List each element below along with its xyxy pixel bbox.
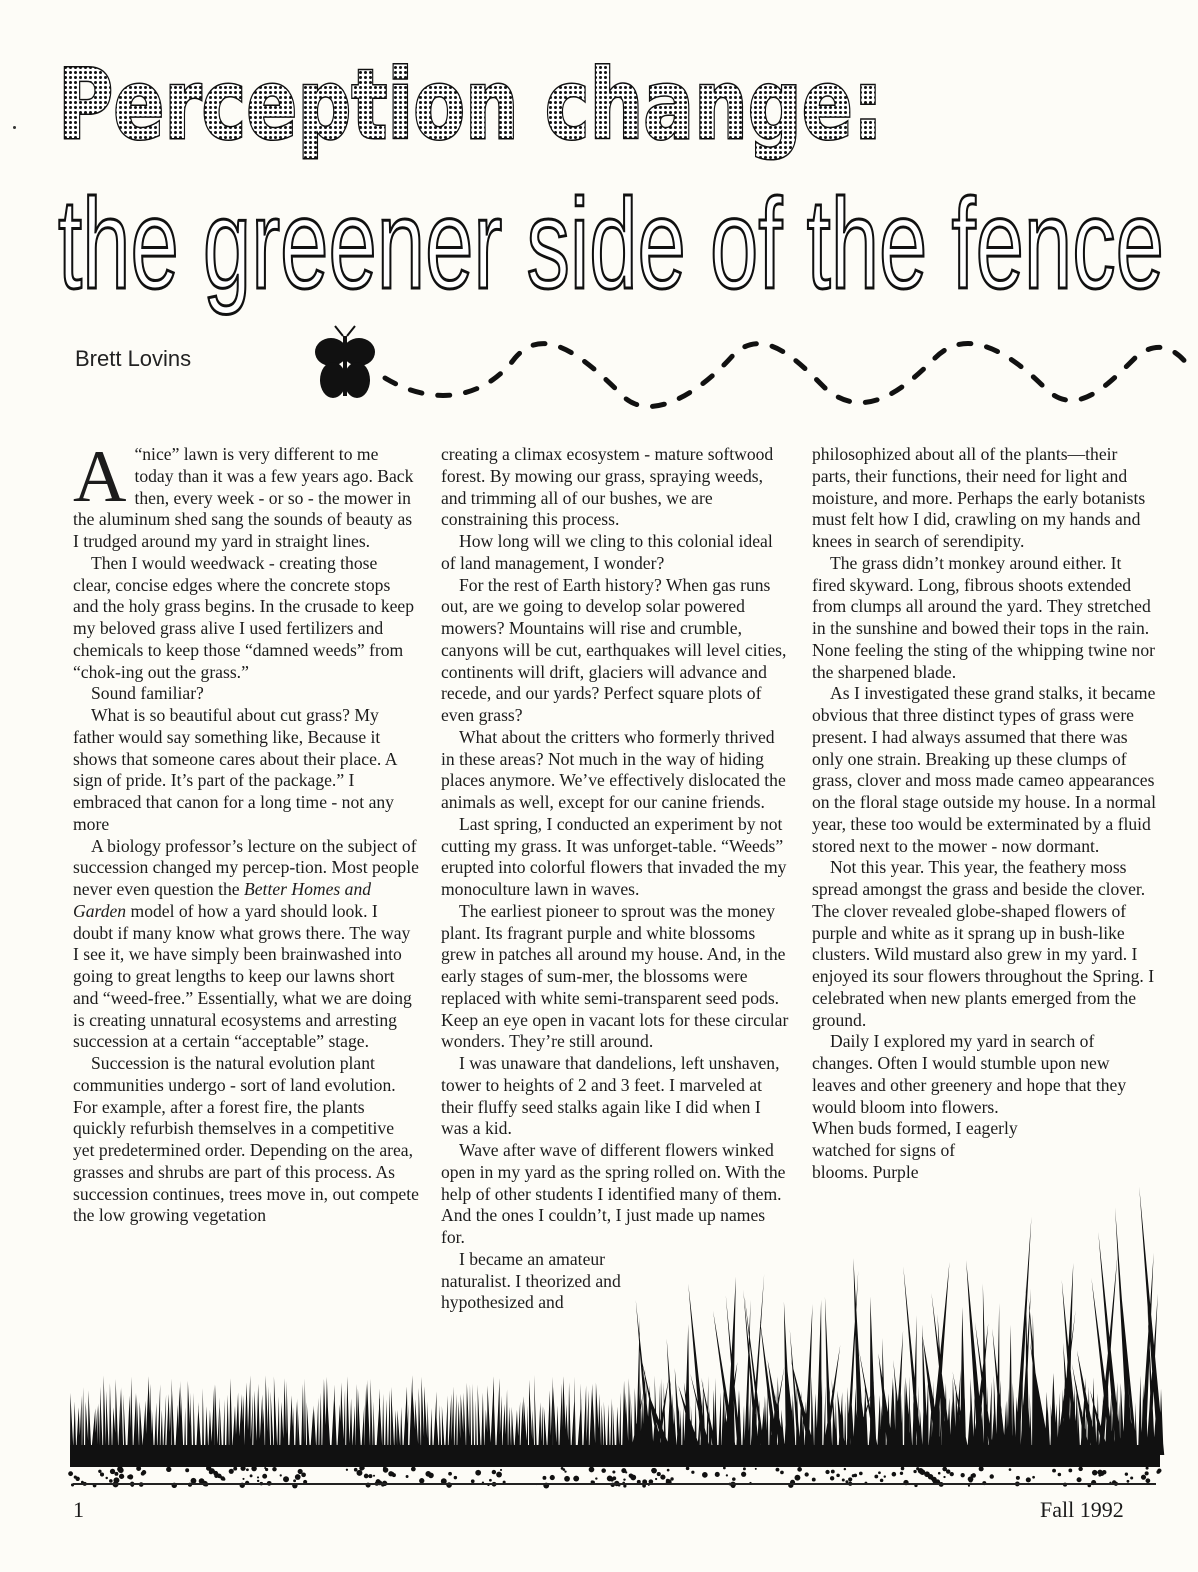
paragraph: Sound familiar? [91, 683, 204, 704]
paragraph: A biology professor’s lecture on the subject of succession changed my percep-tion. Most people never even question the Better Homes and Garden model of how a yard should look. I doubt if many know what grows there. The way I see it, we have simply been brainwashed into going to great lengths to keep our lawns short and “weed-free.” Essentially, what we are doing is creating unnatural ecosystems and arresting succession at a certain “acceptable” stage. [73, 835, 419, 1052]
paragraph: What about the critters who formerly thrived in these areas? Not much in the way of hiding places anymore. We’ve effectively dislocated the animals as well, except for our canine friends. [441, 726, 786, 812]
issue-date: Fall 1992 [1040, 1497, 1124, 1522]
title-line1 [58, 50, 888, 160]
author-byline: Brett Lovins [75, 346, 192, 371]
paragraph: What is so beautiful about cut grass? My father would say something like, Because it shows that someone cares about their place. A sign of pride. It’s part of the package.” I embraced that canon for a long time - not any more [73, 705, 397, 834]
title-line1-text: Perception change: [58, 49, 883, 161]
article-column-3 [812, 444, 1157, 1184]
paragraph: Succession is the natural evolution plant communities undergo - sort of land evolution. For example, after a forest fire, the plants quickly refurbish themselves in a competitive yet predetermined order. Depending on the area, grasses and shrubs are part of this process. As succession continues, trees move in, out compete the low growing vegetation [73, 1053, 419, 1226]
article-column-2 [441, 444, 789, 1314]
paragraph: watched for signs of [812, 1140, 956, 1160]
paragraph: Wave after wave of different flowers winked open in my yard as the spring rolled on. With the help of other students I identified many of them. And the ones I couldn’t, I just made up names for. [441, 1140, 786, 1247]
paragraph: As I investigated these grand stalks, it became obvious that three distinct types of grass were present. I had always assumed that there was only one strain. Breaking up these clumps of grass, clover and moss made cameo appearances on the floral stage outside my house. In a normal year, these too would be exterminated by a fluid stored next to the mower - now dormant. [812, 683, 1156, 856]
flight-path [385, 344, 1190, 407]
article-column-1 [73, 436, 419, 1227]
paragraph: The grass didn’t monkey around either. It fired skyward. Long, fibrous shoots extended from clumps all around the yard. They stretched in the sunshine and bowed their tops in the rain. None feeling the sting of the whipping twine nor the sharpened blade. [812, 552, 1156, 682]
paragraph: How long will we cling to this colonial ideal of land management, I wonder? [441, 531, 773, 573]
paragraph: A “nice” lawn is very different to me today than it was a few years ago. Back then, every week - or so - the mower in the aluminum shed sang the sounds of beauty as I trudged around my yard in straight lines. [73, 436, 414, 551]
paragraph: Daily I explored my yard in search of changes. Often I would stumble upon new leaves and other greenery and hope that they would bloom into flowers. [812, 1031, 1127, 1117]
paragraph: philosophized about all of the plants—their parts, their functions, their need for light and moisture, and more. Perhaps the early botanists must felt how I did, crawling on my hands and knees in search of serendipity. [812, 444, 1146, 551]
paragraph: I became an amateur naturalist. I theorized and hypothesized and [441, 1248, 621, 1313]
paragraph: Not this year. This year, the feathery moss spread amongst the grass and beside the clover. The clover revealed globe-shaped flowers of purple and white as it sprang up in bush-like clusters. Wild mustard also grew in my yard. I enjoyed its sour flowers throughout the Spring. I celebrated when new plants emerged from the ground. [812, 857, 1155, 1030]
drop-cap: A [73, 436, 127, 518]
grass-illustration [70, 1270, 1160, 1490]
paragraph: Last spring, I conducted an experiment by not cutting my grass. It was unforget-table. “Weeds” erupted into colorful flowers that invaded the my monoculture lawn in waves. [441, 813, 787, 899]
paragraph: For the rest of Earth history? When gas runs out, are we going to develop solar powered mowers? Mountains will rise and crumble, canyons will be cut, earthquakes will level cities, continents will drift, glaciers will advance and recede, and our yards? Perfect square plots of even grass? [441, 574, 787, 725]
title-line2-text: the greener side of the fence [58, 173, 1164, 316]
paragraph: I was unaware that dandelions, left unshaven, tower to heights of 2 and 3 feet. I marveled at their fluffy seed stalks again like I did when I was a kid. [441, 1053, 780, 1139]
butterfly-icon [315, 326, 375, 398]
butterfly-illustration [305, 328, 1190, 428]
paragraph: blooms. Purple [812, 1161, 919, 1182]
paragraph: When buds formed, I eagerly [812, 1118, 1018, 1139]
page-number: 1 [73, 1497, 84, 1522]
footer-rule [73, 1483, 1156, 1485]
magazine-title: Better Homes and Garden [73, 879, 372, 921]
paragraph: The earliest pioneer to sprout was the money plant. Its fragrant purple and white blossoms grew in patches all around my house. And, in the early stages of sum-mer, the blossoms were replaced with white semi-transparent seed pods. Keep an eye open in vacant lots for these circular wonders. They’re still around. [441, 900, 789, 1052]
title-line2 [56, 173, 1168, 333]
scan-speck [13, 126, 16, 129]
paragraph: Then I would weedwack - creating those clear, concise edges where the concrete stops and the holy grass begins. In the crusade to keep my beloved grass alive I used fertilizers and chemicals to keep those “damned weeds” from “chok-ing out the grass.” [73, 552, 415, 682]
paragraph: creating a climax ecosystem - mature softwood forest. By mowing our grass, spraying weeds, and trimming all of our bushes, we are constraining this process. [441, 444, 774, 530]
